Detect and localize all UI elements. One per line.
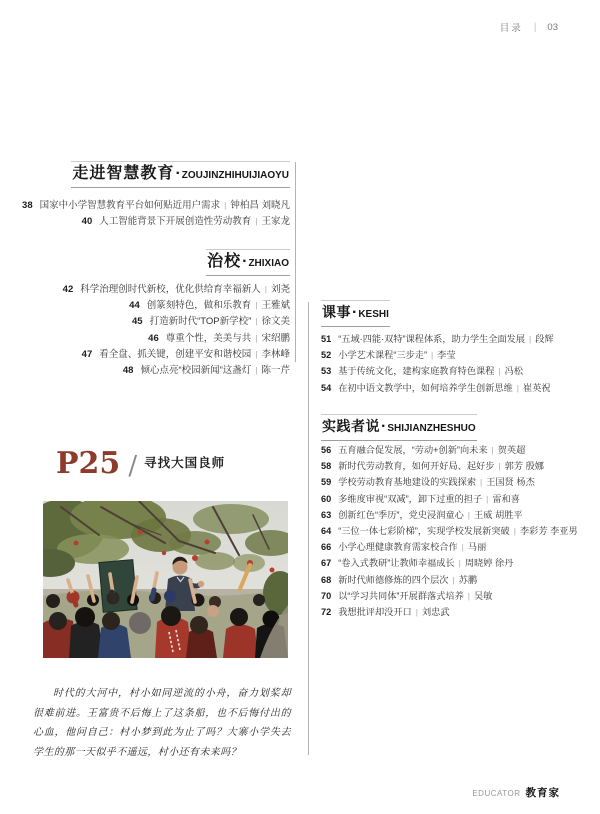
toc-item-page: 60	[321, 493, 332, 504]
toc-item-separator: |	[516, 382, 520, 393]
toc-item-authors: 贺英超	[497, 445, 526, 455]
toc-item-authors: 王家龙	[261, 216, 290, 228]
toc-item-page: 58	[321, 461, 332, 472]
toc-list-practitioners	[321, 442, 578, 620]
toc-item-title: 我想批评却没开口	[338, 606, 412, 617]
toc-item-authors: 徐文美	[261, 316, 290, 328]
column-divider-left	[295, 162, 296, 362]
toc-item-page: 64	[321, 525, 332, 536]
footer-brand	[472, 785, 560, 800]
toc-item-separator: |	[264, 284, 267, 294]
toc-item-page: 70	[321, 590, 332, 601]
section-title-zh: 课事	[322, 304, 351, 320]
toc-item	[321, 555, 578, 571]
toc-item-separator: |	[415, 606, 418, 617]
feature-callout	[56, 446, 226, 481]
section-title-dot: ·	[242, 253, 248, 270]
toc-item-separator: |	[480, 477, 483, 488]
toc-item	[321, 604, 578, 620]
toc-item-title: 五育融合促发展，“劳动+创新”向未来	[338, 445, 488, 455]
toc-item-title: 创篆刻特色，做和乐教育	[146, 300, 252, 312]
toc-item	[321, 539, 578, 555]
toc-item-page: 54	[321, 382, 332, 393]
toc-item-authors: 马丽	[467, 542, 487, 553]
toc-item-authors: 刘忠武	[421, 606, 450, 617]
feature-page-ref: P25	[56, 446, 121, 481]
toc-item	[321, 331, 554, 347]
section-header-practitioners	[321, 414, 477, 441]
toc-item-title: 以“学习共同体”开展群落式培养	[338, 590, 464, 601]
toc-item	[321, 380, 554, 396]
toc-item-page: 66	[321, 542, 332, 553]
toc-item-page: 40	[81, 216, 93, 228]
toc-item-separator: |	[529, 334, 532, 344]
toc-item-authors: 陈一芹	[261, 364, 290, 376]
toc-item-separator: |	[486, 493, 489, 504]
section-title-dot: ·	[352, 304, 358, 321]
feature-photo-illustration	[43, 501, 288, 658]
toc-item-page: 68	[321, 574, 332, 585]
toc-item	[63, 346, 290, 362]
toc-item	[63, 281, 290, 297]
folio-separator: |	[533, 21, 537, 33]
section-title-zh: 实践者说	[322, 418, 380, 434]
toc-item-separator: |	[255, 216, 258, 227]
brand-zh: 教育家	[525, 787, 560, 799]
toc-item	[321, 442, 578, 458]
toc-item-authors: 崔英祝	[523, 382, 551, 393]
feature-slash: /	[128, 451, 138, 481]
toc-item-separator: |	[255, 364, 258, 375]
toc-item-page: 72	[321, 606, 332, 617]
column-divider-right	[308, 302, 309, 755]
toc-item-separator: |	[498, 461, 501, 472]
toc-item-separator: |	[255, 348, 258, 359]
toc-item-separator: |	[491, 445, 494, 455]
toc-item-authors: 李林峰	[261, 348, 290, 360]
toc-item-page: 63	[321, 509, 332, 520]
toc-item-separator: |	[452, 574, 455, 585]
toc-item-title: 科学治理创时代新校，优化供给育幸福新人	[80, 284, 261, 295]
toc-item-separator: |	[255, 316, 258, 327]
toc-item-title: 尊重个性，美美与共	[165, 332, 252, 344]
toc-item-authors: 段辉	[535, 334, 554, 344]
toc-item-page: 53	[321, 366, 332, 377]
toc-item-authors: 王威 胡胜平	[474, 509, 523, 520]
section-title-pinyin: SHIJIANZHESHUO	[387, 423, 476, 434]
toc-item-authors: 苏鹏	[458, 574, 478, 585]
toc-item-authors: 李彩芳 李亚男	[519, 525, 578, 536]
toc-item	[321, 363, 554, 379]
toc-item-separator: |	[255, 332, 258, 343]
toc-item-separator: |	[458, 558, 461, 569]
toc-item-separator: |	[498, 366, 501, 377]
toc-item	[321, 347, 554, 363]
toc-item-title: 看全盘、抓关键，创建平安和谐校园	[99, 348, 252, 360]
toc-item-title: 小学心理健康教育需家校合作	[338, 542, 458, 553]
toc-item-title: 人工智能背景下开展创造性劳动教育	[99, 216, 252, 228]
toc-item	[63, 313, 290, 329]
toc-item-title: 倾心点亮“校园新闻”这盏灯	[140, 364, 252, 376]
toc-item-title: “五域·四能·双特”课程体系，助力学生全面发展	[338, 334, 526, 344]
section-title-pinyin: ZHIXIAO	[248, 258, 289, 269]
toc-item	[63, 362, 290, 378]
toc-item-authors: 刘尧	[270, 284, 290, 295]
toc-item-authors: 雷和喜	[492, 493, 520, 504]
toc-item-title: 打造新时代“TOP新学校”	[149, 316, 252, 328]
folio-label: 目录	[499, 23, 523, 34]
toc-item-authors: 王国贤 杨杰	[486, 477, 535, 488]
toc-item-page: 47	[81, 348, 93, 360]
toc-item	[63, 330, 290, 346]
toc-item-authors: 冯松	[504, 366, 524, 377]
toc-list-school-governance	[63, 281, 290, 378]
toc-item-title: 在初中语文教学中，如何培养学生创新思维	[338, 382, 513, 393]
brand-en: EDUCATOR	[472, 789, 521, 798]
toc-item-page: 46	[148, 332, 159, 344]
toc-item	[321, 474, 578, 490]
toc-item-page: 42	[62, 284, 74, 295]
toc-item-separator: |	[461, 542, 464, 553]
toc-item-separator: |	[513, 525, 516, 536]
toc-list-smart-education	[22, 197, 290, 229]
page-folio	[500, 20, 558, 34]
photo-caption: 时代的大河中，村小如同逆流的小舟，奋力划桨却很难前进。王富贵不后悔上了这条船，也不后悔付出的心血，他问自己：村小梦到此为止了吗？大寨小学失去学生的那一天似乎不遥远，村小还有未来吗？	[33, 688, 291, 758]
toc-item-authors: 李莹	[437, 350, 456, 361]
toc-item-authors: 王雅斌	[261, 300, 290, 312]
toc-item-page: 67	[321, 558, 332, 569]
toc-item-page: 44	[129, 300, 140, 312]
toc-list-lessons	[321, 331, 554, 396]
toc-item-title: 小学艺术课程“三步走”	[338, 350, 428, 361]
toc-item-page: 56	[321, 445, 332, 455]
toc-item-title: “三位一体七彩阶梯”，实现学校发展新突破	[338, 525, 510, 536]
toc-item-authors: 宋绍鹏	[261, 332, 290, 344]
toc-item	[321, 491, 578, 507]
toc-item-title: 多维度审视“双减”，卸下过重的担子	[338, 493, 483, 504]
toc-item-page: 38	[22, 200, 33, 211]
feature-title: 寻找大国良师	[144, 455, 226, 470]
toc-item-separator: |	[224, 200, 227, 210]
toc-item-page: 52	[321, 350, 332, 361]
toc-item	[321, 588, 578, 604]
toc-item-page: 45	[132, 316, 143, 328]
feature-photo	[43, 501, 288, 658]
toc-item	[22, 213, 290, 229]
section-header-lessons	[321, 300, 390, 327]
toc-item-page: 59	[321, 477, 332, 488]
toc-item-separator: |	[431, 350, 434, 361]
section-title-pinyin: KESHI	[358, 309, 389, 320]
toc-item-page: 48	[122, 364, 134, 376]
toc-item	[321, 523, 578, 539]
toc-item-title: 基于传统文化，建构家庭教育特色课程	[338, 366, 495, 377]
section-title-zh: 治校	[207, 253, 242, 270]
toc-item-title: 新时代劳动教育，如何开好局、起好步	[338, 461, 495, 472]
section-header-smart-education	[71, 161, 290, 188]
toc-item	[321, 458, 578, 474]
toc-item-separator: |	[467, 590, 471, 601]
toc-item-authors: 钟柏昌 刘晓凡	[230, 200, 290, 211]
toc-item-authors: 周晓婷 徐丹	[464, 558, 514, 569]
section-title-dot: ·	[175, 165, 181, 182]
toc-item-title: 新时代师德修炼的四个层次	[338, 574, 449, 585]
toc-item	[321, 507, 578, 523]
toc-item	[63, 297, 290, 313]
section-title-pinyin: ZOUJINZHIHUIJIAOYU	[181, 170, 289, 181]
folio-page-number: 03	[547, 21, 558, 33]
toc-item-title: “卷入式教研”让教师幸福成长	[338, 558, 455, 569]
toc-item	[321, 572, 578, 588]
toc-item-title: 学校劳动教育基地建设的实践探索	[338, 477, 477, 488]
toc-item-separator: |	[255, 300, 258, 311]
toc-item-title: 创新红色“季历”，党史浸润童心	[338, 509, 464, 520]
section-title-zh: 走进智慧教育	[72, 165, 175, 182]
toc-item-title: 国家中小学智慧教育平台如何贴近用户需求	[39, 200, 221, 211]
section-header-school-governance	[206, 249, 290, 276]
toc-item-authors: 吴敏	[474, 590, 493, 601]
toc-item-separator: |	[467, 509, 471, 520]
section-title-dot: ·	[381, 418, 387, 435]
toc-item-authors: 郭芳 殷娜	[504, 461, 544, 472]
toc-item	[22, 197, 290, 213]
toc-item-page: 51	[321, 334, 332, 344]
